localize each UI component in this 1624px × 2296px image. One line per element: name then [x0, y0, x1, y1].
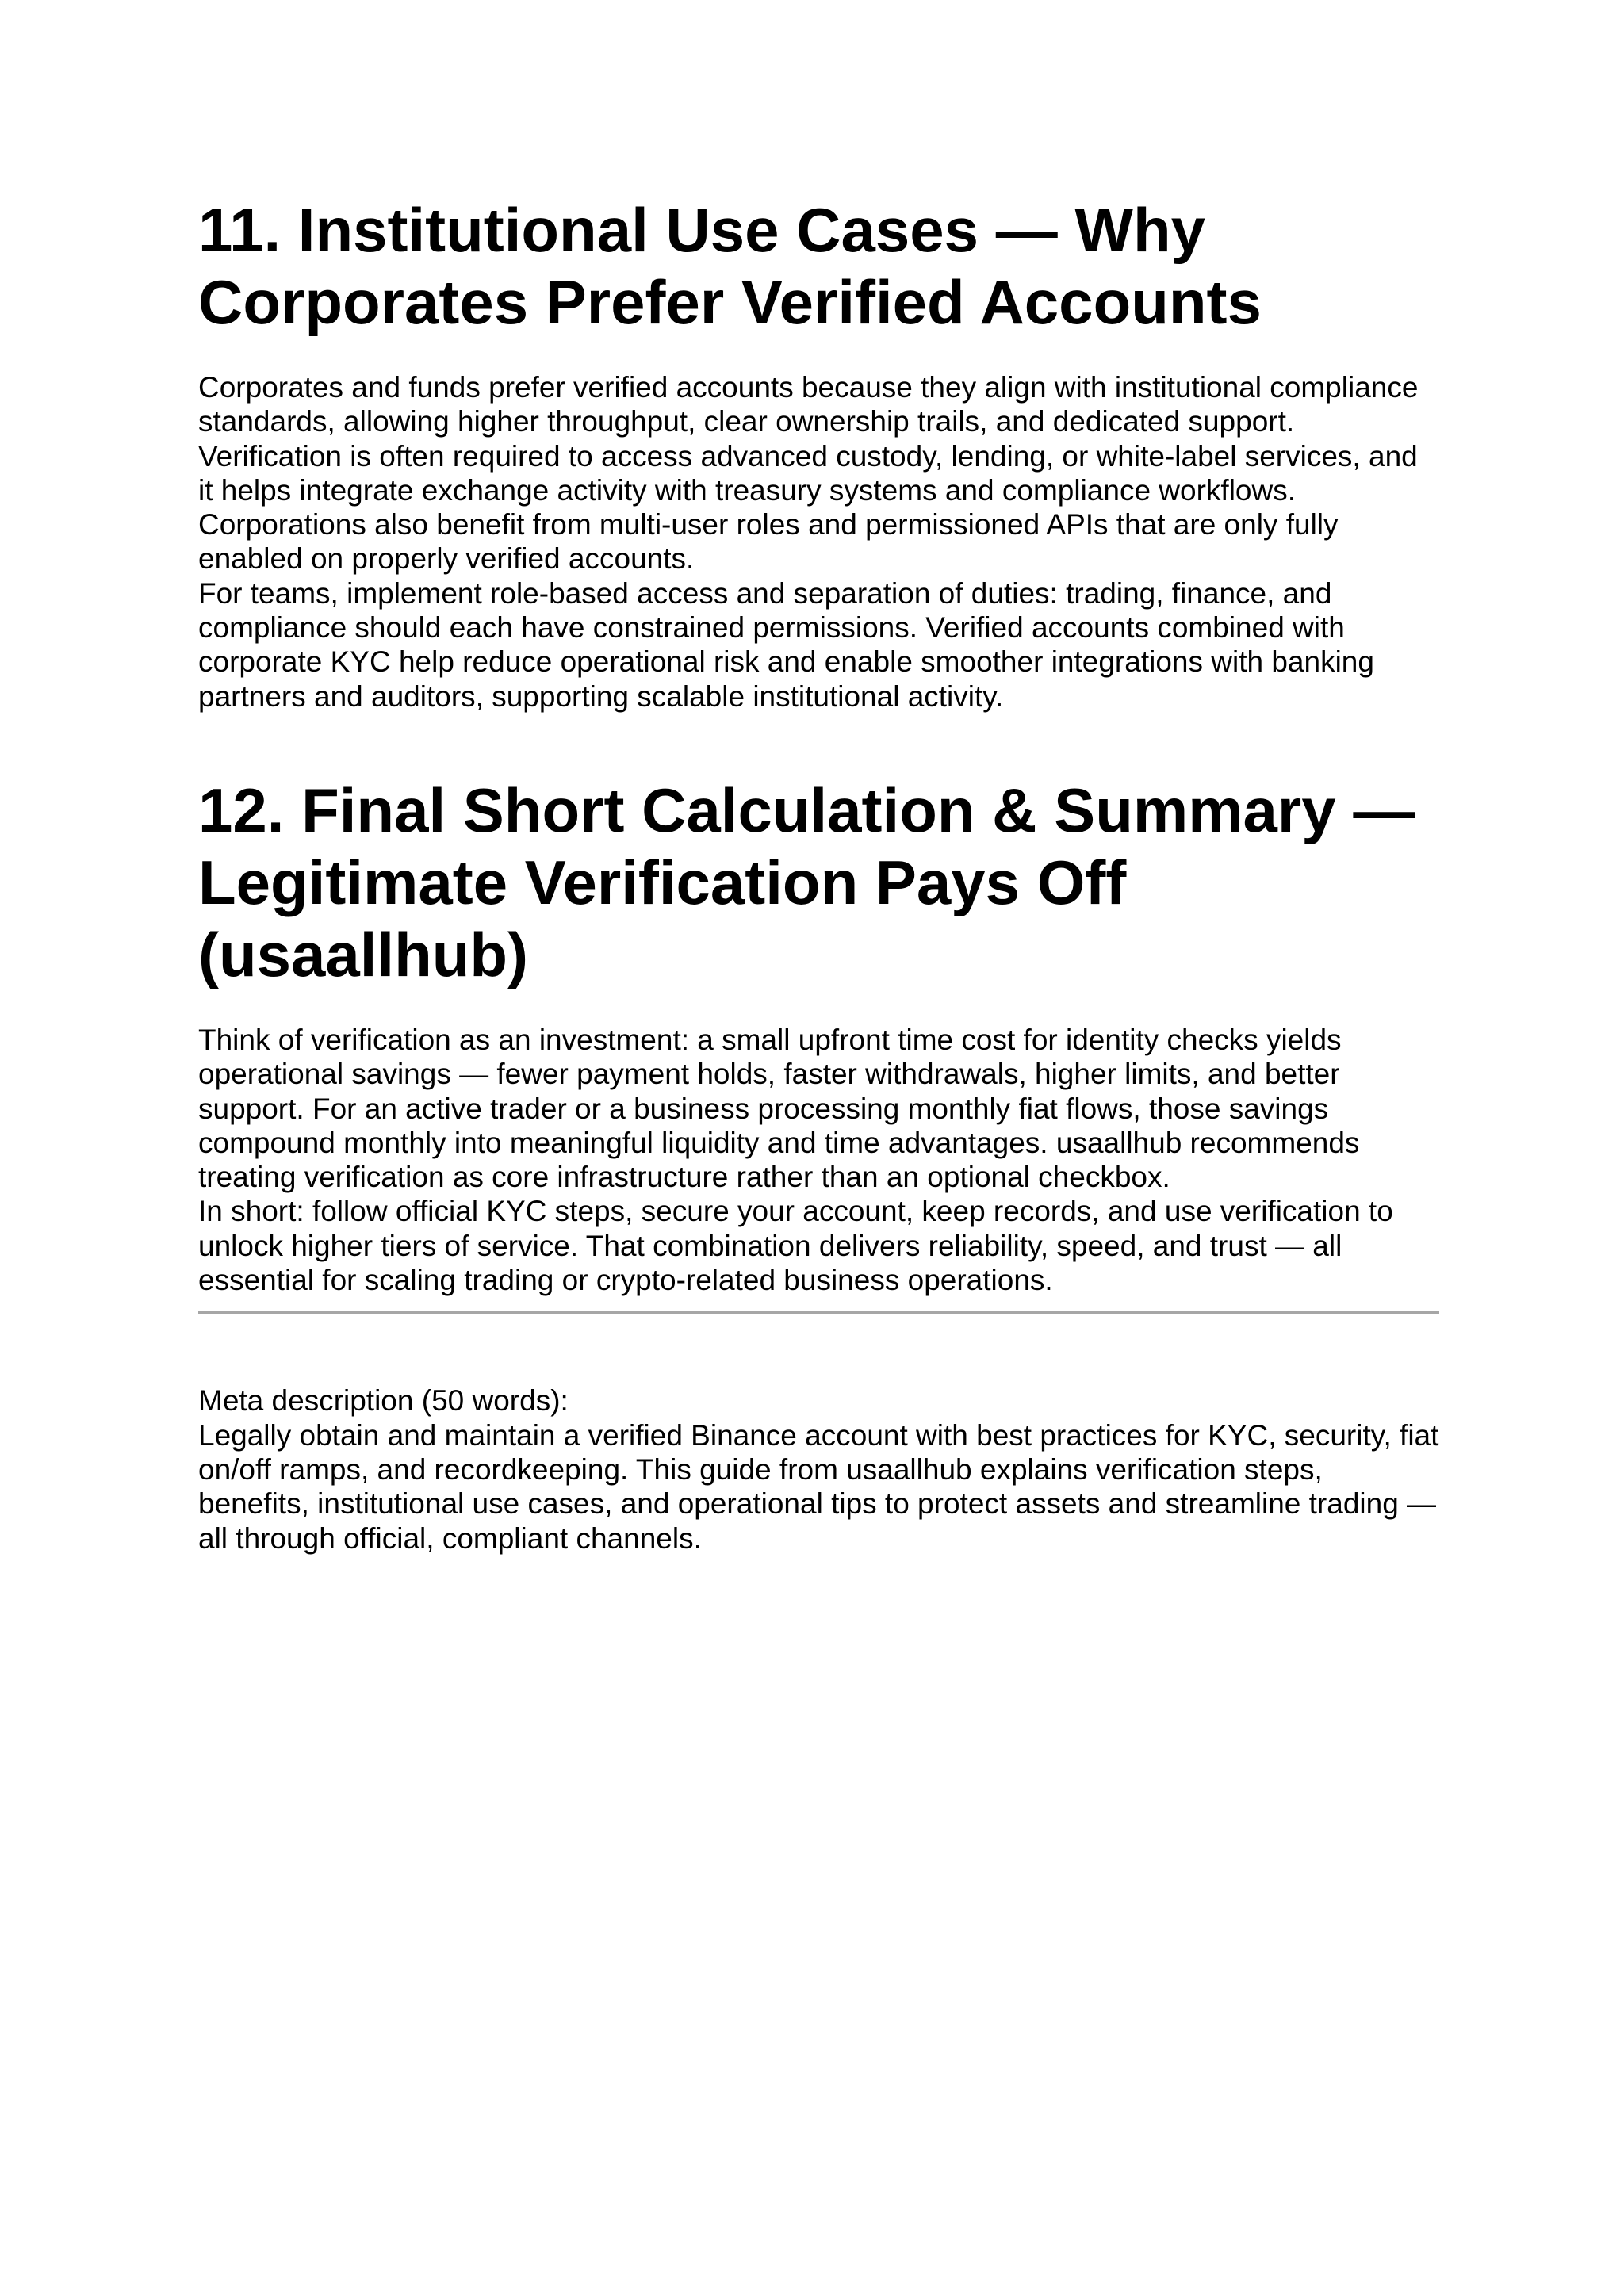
section-11-paragraph-2: For teams, implement role-based access and separation of duties: trading, finance, and compliance should each have constrained permissions. Verified accounts combined with corporate KYC help reduce operational risk and enable smoother integrations with banking partners and auditors, supporting scalable institutional activity.	[198, 576, 1374, 713]
section-11-body	[198, 370, 1439, 714]
document-page	[198, 194, 1439, 1556]
section-12-heading: 12. Final Short Calculation & Summary — Legitimate Verification Pays Off (usaallhub)	[198, 775, 1415, 989]
meta-description-text: Legally obtain and maintain a verified Binance account with best practices for KYC, security, fiat on/off ramps, and recordkeeping. This guide from usaallhub explains verification steps, benefits, institutional use cases, and operational tips to protect assets and streamline trading — all through official, compliant channels.	[198, 1418, 1439, 1555]
horizontal-divider	[198, 1311, 1439, 1314]
section-11-paragraph-1: Corporates and funds prefer verified accounts because they align with institutional compliance standards, allowing higher throughput, clear ownership trails, and dedicated support. Verification is often required to access advanced custody, lending, or white-label services, and it helps integrate exchange activity with treasury systems and compliance workflows. Corporations also benefit from multi-user roles and permissioned APIs that are only fully enabled on properly verified accounts.	[198, 371, 1419, 576]
meta-description-block	[198, 1383, 1439, 1555]
meta-description-label: Meta description (50 words):	[198, 1384, 569, 1418]
section-12-body	[198, 1023, 1439, 1297]
section-11-heading: 11. Institutional Use Cases — Why Corporates Prefer Verified Accounts	[198, 195, 1262, 337]
section-12-paragraph-2: In short: follow official KYC steps, secure your account, keep records, and use verification to unlock higher tiers of service. That combination delivers reliability, speed, and trust — all essential for scaling trading or crypto-related business operations.	[198, 1195, 1393, 1297]
section-12-paragraph-1: Think of verification as an investment: a small upfront time cost for identity checks yields operational savings — fewer payment holds, faster withdrawals, higher limits, and better support. For an active trader or a business processing monthly fiat flows, those savings compound monthly into meaningful liquidity and time advantages. usaallhub recommends treating verification as core infrastructure rather than an optional checkbox.	[198, 1023, 1360, 1194]
